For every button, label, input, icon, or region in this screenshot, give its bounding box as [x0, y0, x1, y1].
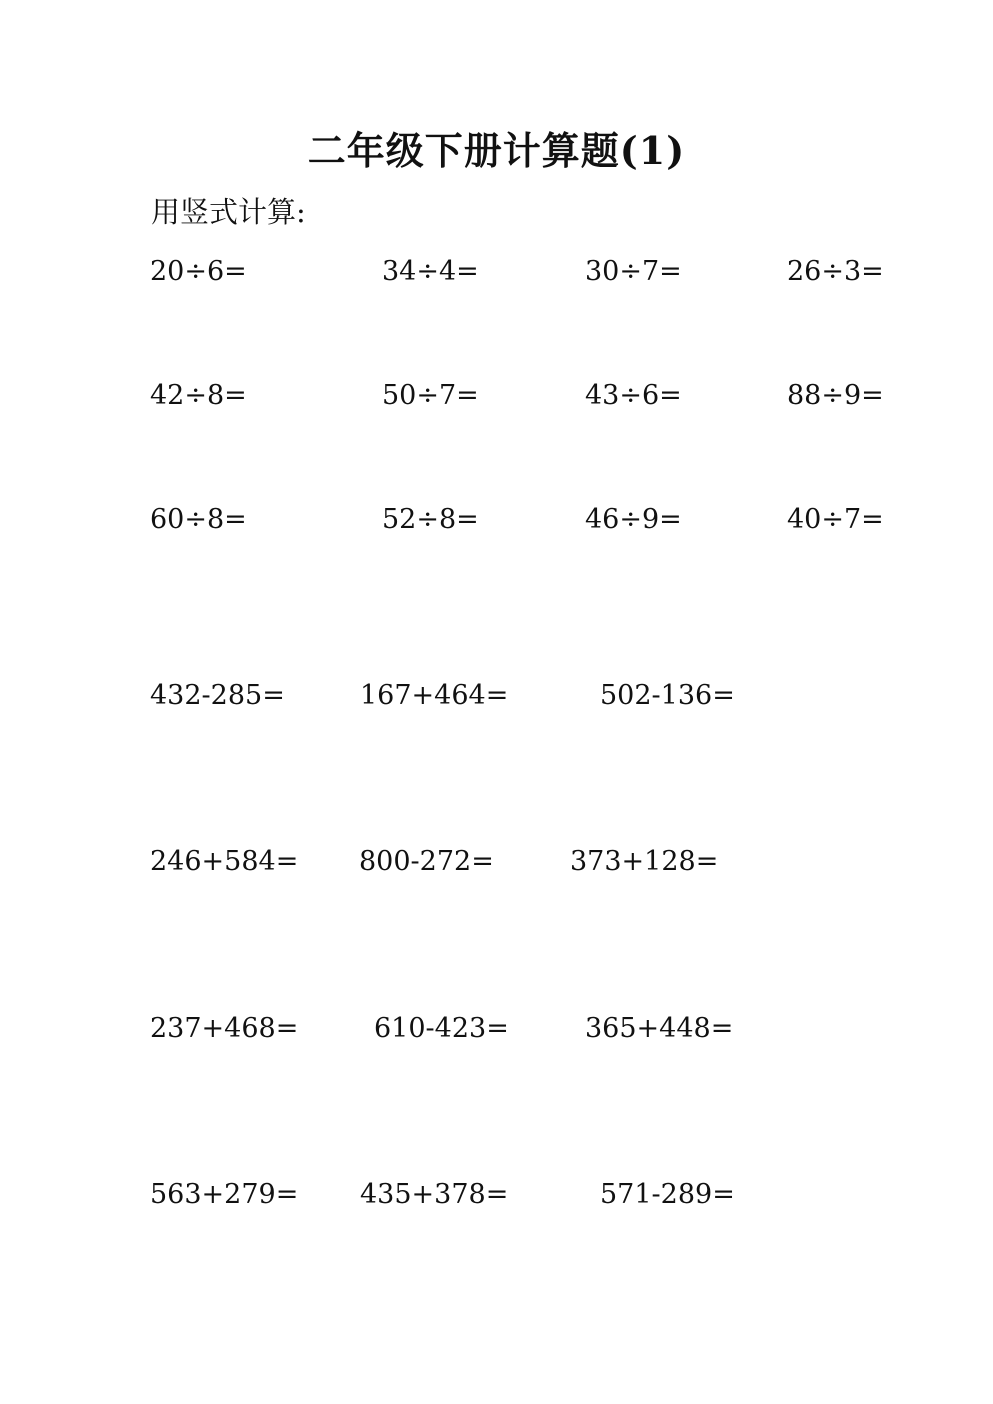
- division-problem: 88÷9=: [787, 380, 884, 411]
- division-problem: 46÷9=: [585, 504, 682, 535]
- division-problem: 52÷8=: [382, 504, 479, 535]
- addsub-problem: 432-285=: [150, 680, 285, 711]
- addsub-problem: 435+378=: [360, 1179, 509, 1210]
- division-problem: 34÷4=: [382, 256, 479, 287]
- division-problem: 26÷3=: [787, 256, 884, 287]
- addsub-problem: 502-136=: [600, 680, 735, 711]
- instruction-text: 用竖式计算:: [151, 195, 306, 229]
- addsub-problem: 571-289=: [600, 1179, 735, 1210]
- division-problem: 42÷8=: [150, 380, 247, 411]
- division-problem: 30÷7=: [585, 256, 682, 287]
- division-problem: 60÷8=: [150, 504, 247, 535]
- division-problem: 40÷7=: [787, 504, 884, 535]
- addsub-problem: 237+468=: [150, 1013, 299, 1044]
- addsub-problem: 800-272=: [359, 846, 494, 877]
- division-problem: 50÷7=: [382, 380, 479, 411]
- addsub-problem: 373+128=: [570, 846, 719, 877]
- page-title: 二年级下册计算题(1): [307, 128, 686, 173]
- addsub-problem: 246+584=: [150, 846, 299, 877]
- addsub-problem: 610-423=: [374, 1013, 509, 1044]
- addsub-problem: 167+464=: [360, 680, 509, 711]
- division-problem: 20÷6=: [150, 256, 247, 287]
- division-problem: 43÷6=: [585, 380, 682, 411]
- addsub-problem: 563+279=: [150, 1179, 299, 1210]
- addsub-problem: 365+448=: [585, 1013, 734, 1044]
